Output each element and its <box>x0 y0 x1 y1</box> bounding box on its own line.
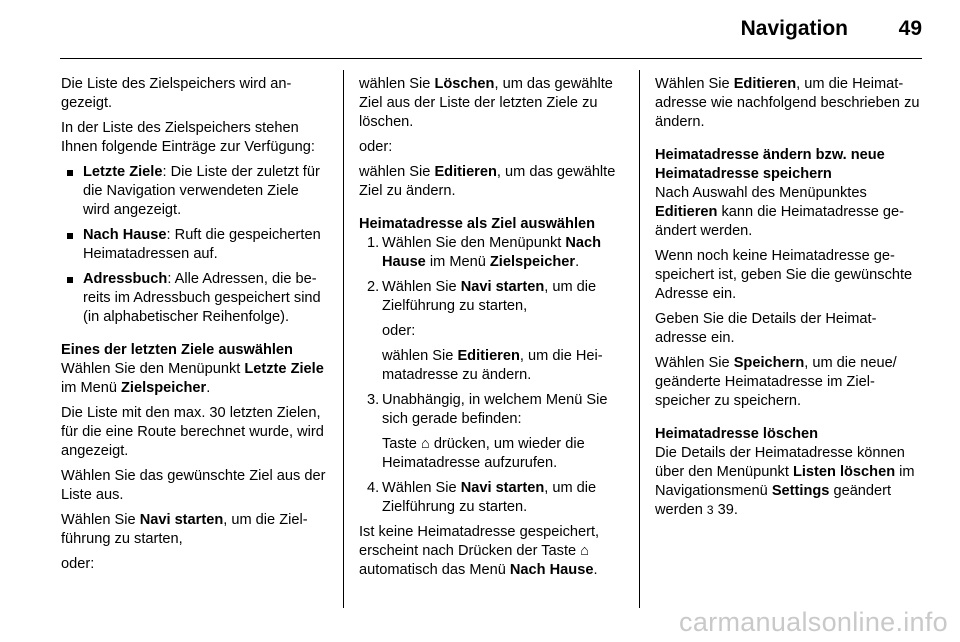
column-1 <box>61 75 327 580</box>
page-title: Navigation <box>740 17 848 40</box>
paragraph: oder: <box>359 139 393 155</box>
section-heading: Heimatadresse ändern bzw. neue Heimatadresse speichern <box>655 147 885 182</box>
paragraph: Nach Auswahl des Menüpunktes Editieren kann die Heimatadresse geändert werden. <box>655 185 905 239</box>
watermark: carmanualsonline.info <box>679 607 948 637</box>
bullet-square-icon <box>67 170 73 176</box>
bullet-square-icon <box>67 233 73 239</box>
list-item: 3. Unabhängig, in welchem Menü Sie sich gerade befinden: <box>367 392 608 427</box>
paragraph: Die Details der Heimatadresse können über den Menüpunkt Listen löschen im Navigationsmenü Settings geändert werden 3 39. <box>655 445 915 518</box>
paragraph: Wählen Sie das gewünschte Ziel aus der Liste aus. <box>61 468 326 503</box>
section-heading: Heimatadresse als Ziel auswählen <box>359 216 596 232</box>
section-heading: Eines der letzten Ziele auswählen <box>61 342 293 358</box>
arrow-ref-icon: 3 <box>706 503 714 517</box>
paragraph: Die Liste des Zielspeichers wird angezeigt. <box>61 76 292 111</box>
list-item: 1. Wählen Sie den Menüpunkt Nach Hause im Menü Zielspeicher. <box>367 235 602 270</box>
column-divider-2 <box>639 70 640 608</box>
paragraph: Taste ⌂ drücken, um wieder die Heimatadresse aufzurufen. <box>382 436 585 471</box>
paragraph: Wählen Sie Editieren, um die Heimatadresse wie nachfolgend beschrieben zu ändern. <box>655 76 920 130</box>
paragraph: wählen Sie Editieren, um das gewählte Ziel zu ändern. <box>359 164 616 199</box>
paragraph: Ist keine Heimatadresse gespeichert, erscheint nach Drücken der Taste ⌂ automatisch das Menü Nach Hause. <box>359 524 600 578</box>
bullet-square-icon <box>67 277 73 283</box>
column-2 <box>359 75 625 586</box>
paragraph: Wählen Sie Navi starten, um die Zielführung zu starten, <box>61 512 308 547</box>
paragraph: wählen Sie Editieren, um die Heimatadresse zu ändern. <box>382 348 603 383</box>
paragraph: Die Liste mit den max. 30 letzten Zielen, für die eine Route berechnet wurde, wird angezeigt. <box>61 405 324 459</box>
paragraph: Wählen Sie den Menüpunkt Letzte Ziele im Menü Zielspeicher. <box>61 361 324 396</box>
paragraph: Geben Sie die Details der Heimatadresse ein. <box>655 311 877 346</box>
home-icon: ⌂ <box>420 436 430 452</box>
paragraph: Wenn noch keine Heimatadresse gespeichert ist, geben Sie die gewünschte Adresse ein. <box>655 248 913 302</box>
column-3 <box>655 75 923 526</box>
column-divider-1 <box>343 70 344 608</box>
home-icon: ⌂ <box>580 543 590 559</box>
paragraph: oder: <box>382 323 416 339</box>
list-item: Nach Hause: Ruft die gespeicherten Heimatadressen auf. <box>61 226 327 264</box>
list-item: 4. Wählen Sie Navi starten, um die Zielführung zu starten. <box>367 480 597 515</box>
paragraph: oder: <box>61 556 95 572</box>
page-number: 49 <box>898 17 922 40</box>
paragraph: wählen Sie Löschen, um das gewählte Ziel aus der Liste der letzten Ziele zu löschen. <box>359 76 613 130</box>
paragraph: Wählen Sie Speichern, um die neue/ geänderte Heimatadresse im Zielspeicher zu speichern. <box>655 355 897 409</box>
list-item: Letzte Ziele: Die Liste der zuletzt für die Navigation verwendeten Ziele wird angezeigt. <box>61 163 327 220</box>
paragraph: In der Liste des Zielspeichers stehen Ihnen folgende Einträge zur Verfügung: <box>61 120 315 155</box>
list-item: Adressbuch: Alle Adressen, die bereits im Adressbuch gespeichert sind (in alphabetischer Reihenfolge). <box>61 270 327 327</box>
header-rule <box>60 58 922 59</box>
section-heading: Heimatadresse löschen <box>655 426 819 442</box>
list-item: 2. Wählen Sie Navi starten, um die Zielführung zu starten, <box>367 279 597 314</box>
